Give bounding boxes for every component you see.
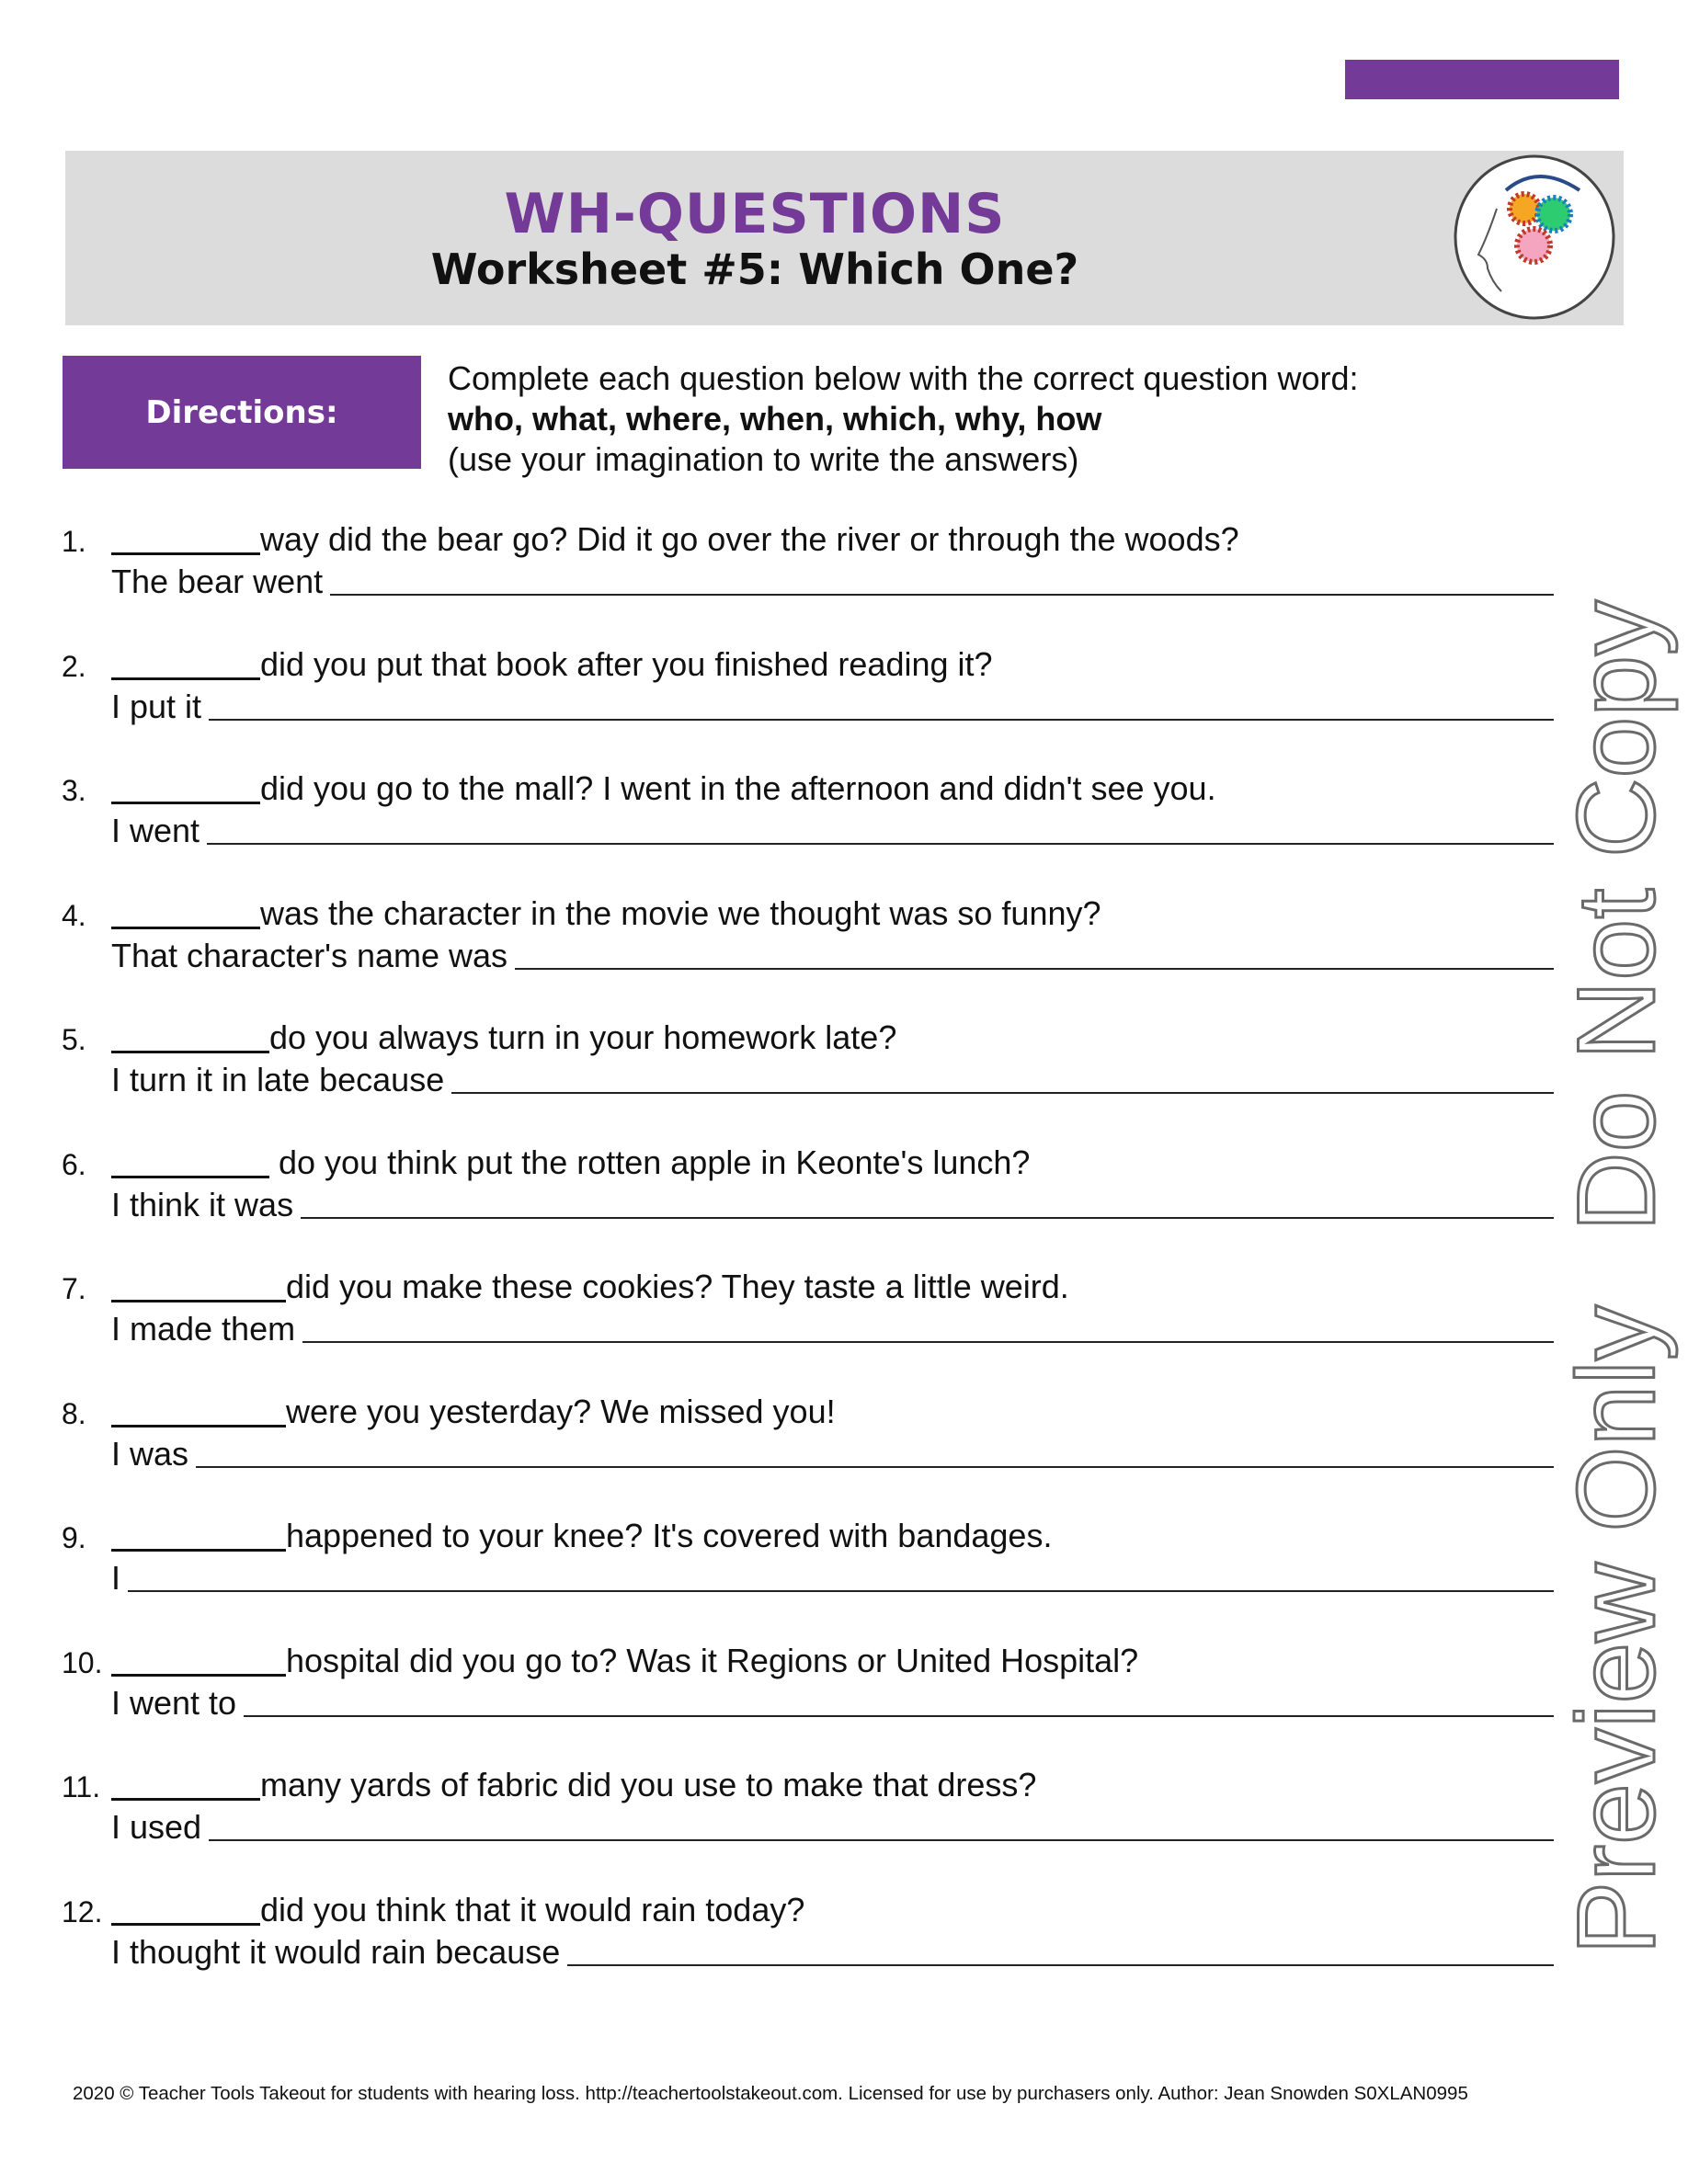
question-item xyxy=(62,1015,1554,1099)
footer-copyright: 2020 © Teacher Tools Takeout for students with hearing loss. http://teachertoolstakeout.com. Licensed for use by purchasers only. Author: Jean Snowden S0XLAN0995 xyxy=(73,2083,1468,2104)
answer-prefix: I turn it in late because xyxy=(111,1061,445,1098)
question-word-blank[interactable] xyxy=(111,643,260,680)
question-word-blank[interactable] xyxy=(111,892,260,929)
question-word-blank[interactable] xyxy=(111,767,260,804)
question-item xyxy=(62,1264,1554,1348)
answer-prefix: That character's name was xyxy=(111,936,508,974)
answer-line[interactable] xyxy=(301,1217,1554,1219)
question-text: do you always turn in your homework late? xyxy=(269,1018,897,1056)
answer-prefix: I think it was xyxy=(111,1185,294,1223)
answer-prefix: I used xyxy=(111,1808,202,1846)
answer-prefix: I put it xyxy=(111,687,202,725)
question-word-list: who, what, where, when, which, why, how xyxy=(448,400,1102,438)
answer-line[interactable] xyxy=(330,594,1554,596)
directions-text xyxy=(448,358,1359,480)
answer-line[interactable] xyxy=(244,1715,1554,1717)
answer-line[interactable] xyxy=(128,1590,1554,1592)
question-word-blank[interactable] xyxy=(111,1265,286,1302)
answer-line[interactable] xyxy=(209,719,1554,721)
question-number: 3. xyxy=(62,774,86,807)
question-word-blank[interactable] xyxy=(111,1888,260,1926)
question-number: 7. xyxy=(62,1272,86,1305)
question-item xyxy=(62,1638,1554,1723)
question-item xyxy=(62,1887,1554,1972)
question-word-blank[interactable] xyxy=(111,1639,286,1677)
question-text: did you make these cookies? They taste a little weird. xyxy=(286,1268,1069,1305)
question-item xyxy=(62,642,1554,726)
answer-line[interactable] xyxy=(567,1964,1554,1966)
question-item xyxy=(62,1389,1554,1473)
question-text: did you go to the mall? I went in the afternoon and didn't see you. xyxy=(260,769,1216,807)
answer-prefix: I xyxy=(111,1559,121,1597)
question-number: 6. xyxy=(62,1147,86,1181)
answer-line[interactable] xyxy=(196,1466,1554,1468)
answer-prefix: I made them xyxy=(111,1310,296,1348)
question-number: 8. xyxy=(62,1396,86,1430)
question-item xyxy=(62,1513,1554,1598)
answer-prefix: I thought it would rain because xyxy=(111,1932,561,1971)
worksheet-header xyxy=(65,151,1624,325)
question-text: hospital did you go to? Was it Regions or United Hospital? xyxy=(286,1641,1139,1679)
answer-prefix: The bear went xyxy=(111,563,324,600)
answer-prefix: I went xyxy=(111,812,200,849)
question-text: did you think that it would rain today? xyxy=(260,1890,805,1928)
page-title: WH-QUESTIONS xyxy=(504,182,1006,246)
question-number: 2. xyxy=(62,649,86,683)
question-item xyxy=(62,1762,1554,1847)
question-text: was the character in the movie we thought was so funny? xyxy=(260,893,1101,932)
answer-line[interactable] xyxy=(209,1839,1554,1841)
question-text: did you put that book after you finished reading it? xyxy=(260,644,993,683)
question-text: were you yesterday? We missed you! xyxy=(286,1392,836,1430)
question-word-blank[interactable] xyxy=(111,1390,286,1428)
question-number: 5. xyxy=(62,1023,86,1056)
question-number: 4. xyxy=(62,898,86,932)
answer-line[interactable] xyxy=(515,968,1554,970)
question-word-blank[interactable] xyxy=(111,1016,269,1053)
question-word-blank[interactable] xyxy=(111,518,260,555)
question-text: do you think put the rotten apple in Keonte's lunch? xyxy=(269,1143,1031,1181)
question-word-blank[interactable] xyxy=(111,1514,286,1552)
question-number: 11. xyxy=(62,1770,101,1803)
page-subtitle: Worksheet #5: Which One? xyxy=(430,245,1079,294)
directions-line-1: Complete each question below with the correct question word: xyxy=(448,359,1359,397)
answer-line[interactable] xyxy=(302,1341,1554,1343)
answer-prefix: I was xyxy=(111,1434,189,1473)
brain-gears-logo-icon xyxy=(1451,154,1618,321)
answer-prefix: I went to xyxy=(111,1683,237,1722)
accent-bar xyxy=(1345,60,1619,99)
question-number: 10. xyxy=(62,1645,103,1679)
question-word-blank[interactable] xyxy=(111,1763,260,1801)
question-number: 9. xyxy=(62,1521,86,1554)
question-number: 1. xyxy=(62,525,86,558)
question-item xyxy=(62,517,1554,601)
question-item xyxy=(62,766,1554,850)
directions-line-3: (use your imagination to write the answers) xyxy=(448,440,1079,478)
answer-line[interactable] xyxy=(451,1092,1554,1094)
question-text: many yards of fabric did you use to make that dress? xyxy=(260,1766,1037,1803)
question-text: happened to your knee? It's covered with bandages. xyxy=(286,1517,1053,1554)
answer-line[interactable] xyxy=(207,843,1554,845)
question-item xyxy=(62,1140,1554,1224)
question-item xyxy=(62,891,1554,975)
question-word-blank[interactable] xyxy=(111,1141,269,1178)
question-text: way did the bear go? Did it go over the river or through the woods? xyxy=(260,520,1239,558)
question-number: 12. xyxy=(62,1894,103,1928)
directions-label: Directions: xyxy=(63,356,421,469)
watermark-do-not-copy: Do Not Copy xyxy=(1555,600,1678,1232)
watermark-preview-only: Preview Only xyxy=(1555,1305,1678,1955)
